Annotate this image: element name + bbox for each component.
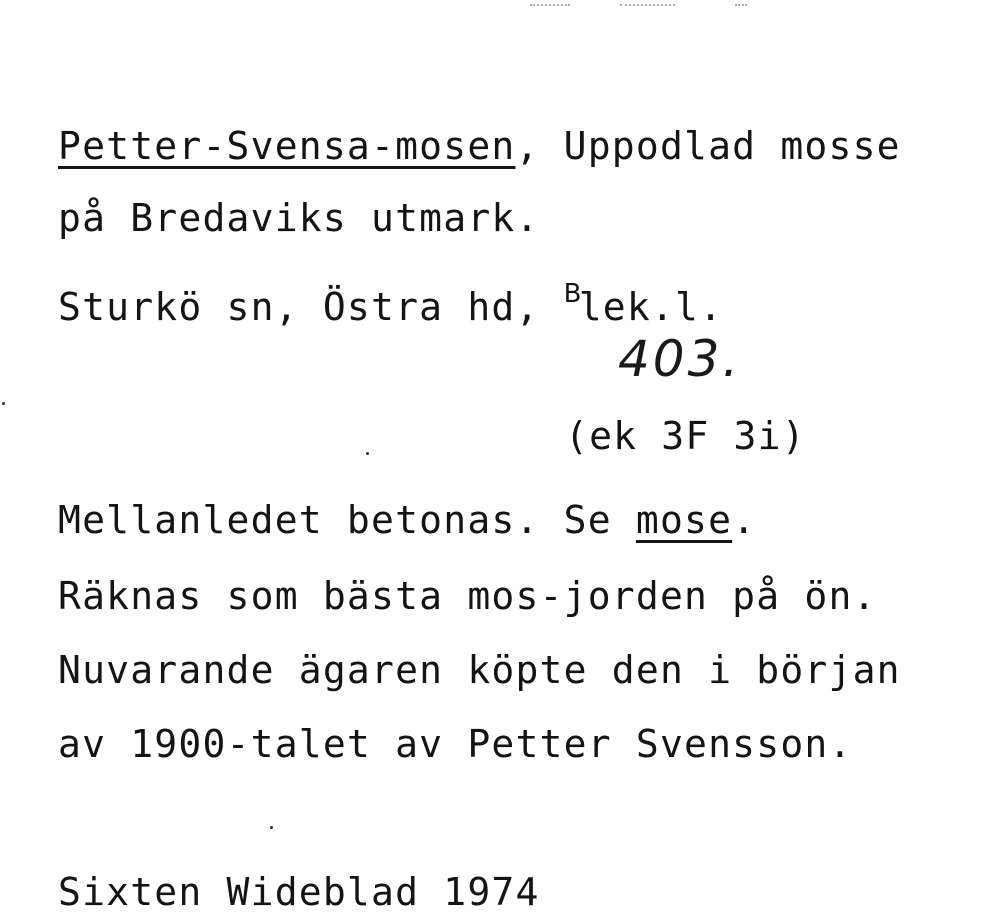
scan-mark bbox=[530, 4, 570, 8]
entry-line-3 bbox=[58, 272, 723, 329]
entry-line-7: av 1900-talet av Petter Svensson. bbox=[58, 722, 853, 766]
cross-reference: mose bbox=[635, 498, 733, 542]
scan-mark bbox=[620, 4, 675, 8]
place-description: , Uppodlad mosse bbox=[515, 124, 901, 168]
ink-speck bbox=[2, 402, 5, 405]
entry-line-2: på Bredaviks utmark. bbox=[58, 196, 540, 240]
entry-line-4 bbox=[58, 498, 756, 542]
place-name: Petter-Svensa-mosen bbox=[58, 124, 516, 168]
ink-speck bbox=[270, 826, 273, 829]
county-superscript: B bbox=[563, 279, 583, 309]
entry-line-5: Räknas som bästa mos-jorden på ön. bbox=[58, 574, 877, 618]
handwritten-number: 403. bbox=[618, 330, 742, 388]
scan-mark bbox=[735, 4, 747, 8]
entry-line-1 bbox=[58, 124, 901, 168]
map-reference: (ek 3F 3i) bbox=[565, 414, 806, 458]
parish-district: Sturkö sn, Östra hd, bbox=[58, 285, 564, 329]
ink-speck bbox=[366, 452, 369, 455]
note-text: Mellanledet betonas. Se bbox=[58, 498, 636, 542]
signature: Sixten Wideblad 1974 bbox=[58, 870, 540, 914]
note-punct: . bbox=[732, 498, 757, 542]
entry-line-6: Nuvarande ägaren köpte den i början bbox=[58, 648, 901, 692]
county-abbrev: lek.l. bbox=[578, 285, 724, 329]
